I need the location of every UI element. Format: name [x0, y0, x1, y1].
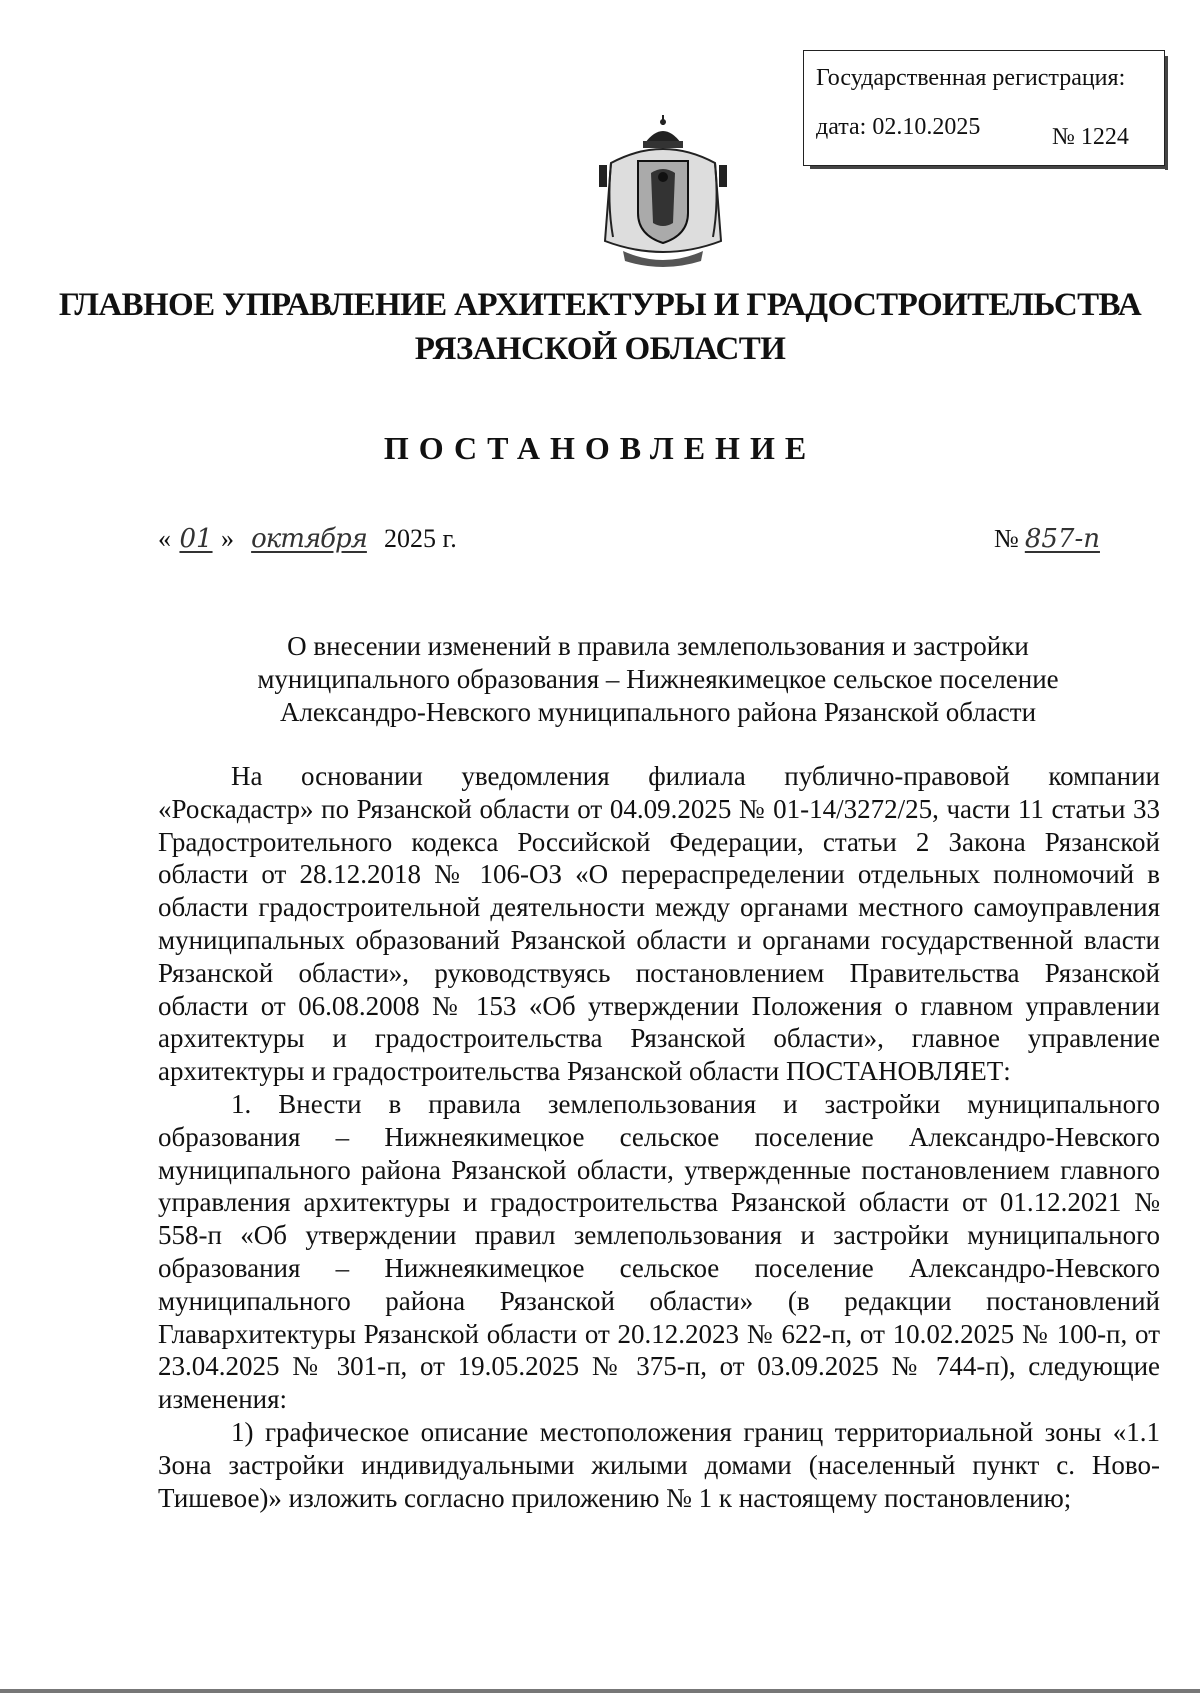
document-subject	[158, 630, 1158, 729]
point-1-paragraph: 1. Внести в правила землепользования и застройки муниципального образования – Нижнеякимецкое сельское поселение Александро-Невского муниципального района Рязанской области, утвержденные постановлением главного управления архитектуры и градостроительства Рязанской области от 01.12.2021 № 558-п «Об утверждении правил землепользования и застройки муниципального образования – Нижнеякимецкое сельское поселение Александро-Невского муниципального района Рязанской области» (в редакции постановлений Главархитектуры Рязанской области от 20.12.2023 № 622-п, от 10.02.2025 № 100-п, от 23.04.2025 № 301-п, от 19.05.2025 № 375-п, от 03.09.2025 № 744-п), следующие изменения:	[158, 1088, 1160, 1415]
number-sign: №	[994, 524, 1019, 553]
document-body	[158, 760, 1160, 1514]
registration-date: дата: 02.10.2025	[816, 114, 981, 140]
registration-label: Государственная регистрация:	[816, 65, 1126, 91]
subject-line2: муниципального образования – Нижнеякимецкое сельское поселение	[257, 664, 1059, 694]
subject-line3: Александро-Невского муниципального района Рязанской области	[279, 697, 1037, 727]
date-month: октября	[251, 524, 367, 554]
preamble-paragraph: На основании уведомления филиала публично-правовой компании «Роскадастр» по Рязанской области от 04.09.2025 № 01-14/3272/25, части 11 статьи 33 Градостроительного кодекса Российской Федерации, статьи 2 Закона Рязанской области от 28.12.2018 № 106-ОЗ «О перераспределении отдельных полномочий в области градостроительной деятельности между органами местного самоуправления муниципальных образований Рязанской области и органами государственной власти Рязанской области», руководствуясь постановлением Правительства Рязанской области от 06.08.2008 № 153 «Об утверждении Положения о главном управлении архитектуры и градостроительства Рязанской области», главное управление архитектуры и градостроительства Рязанской области ПОСТАНОВЛЯЕТ:	[158, 761, 1160, 1087]
organization-title-line1: ГЛАВНОЕ УПРАВЛЕНИЕ АРХИТЕКТУРЫ И ГРАДОСТРОИТЕЛЬСТВА	[58, 287, 1142, 323]
date-year: 2025 г.	[384, 524, 457, 553]
registration-stamp	[803, 50, 1165, 166]
organization-title-line2: РЯЗАНСКОЙ ОБЛАСТИ	[414, 331, 786, 367]
date-close-quote: »	[221, 524, 234, 553]
registration-box-shadow	[810, 166, 1168, 169]
scan-bottom-edge	[0, 1689, 1200, 1693]
date-open-quote: «	[158, 524, 171, 553]
registration-box-shadow	[1165, 56, 1168, 170]
ryazan-coat-of-arms-icon	[593, 113, 733, 273]
document-number	[994, 524, 1125, 554]
subpoint-1-paragraph: 1) графическое описание местоположения границ территориальной зоны «1.1 Зона застройки индивидуальными жилыми домами (населенный пункт с. Ново-Тишевое)» изложить согласно приложению № 1 к настоящему постановлению;	[158, 1416, 1160, 1513]
organization-title	[0, 283, 1200, 371]
document-type: ПОСТАНОВЛЕНИЕ	[383, 430, 817, 466]
number-value: 857-п	[1024, 524, 1100, 554]
subject-line1: О внесении изменений в правила землепользования и застройки	[287, 631, 1029, 661]
date-day: 01	[179, 524, 213, 554]
document-date	[158, 524, 457, 554]
registration-number: № 1224	[1052, 124, 1129, 150]
